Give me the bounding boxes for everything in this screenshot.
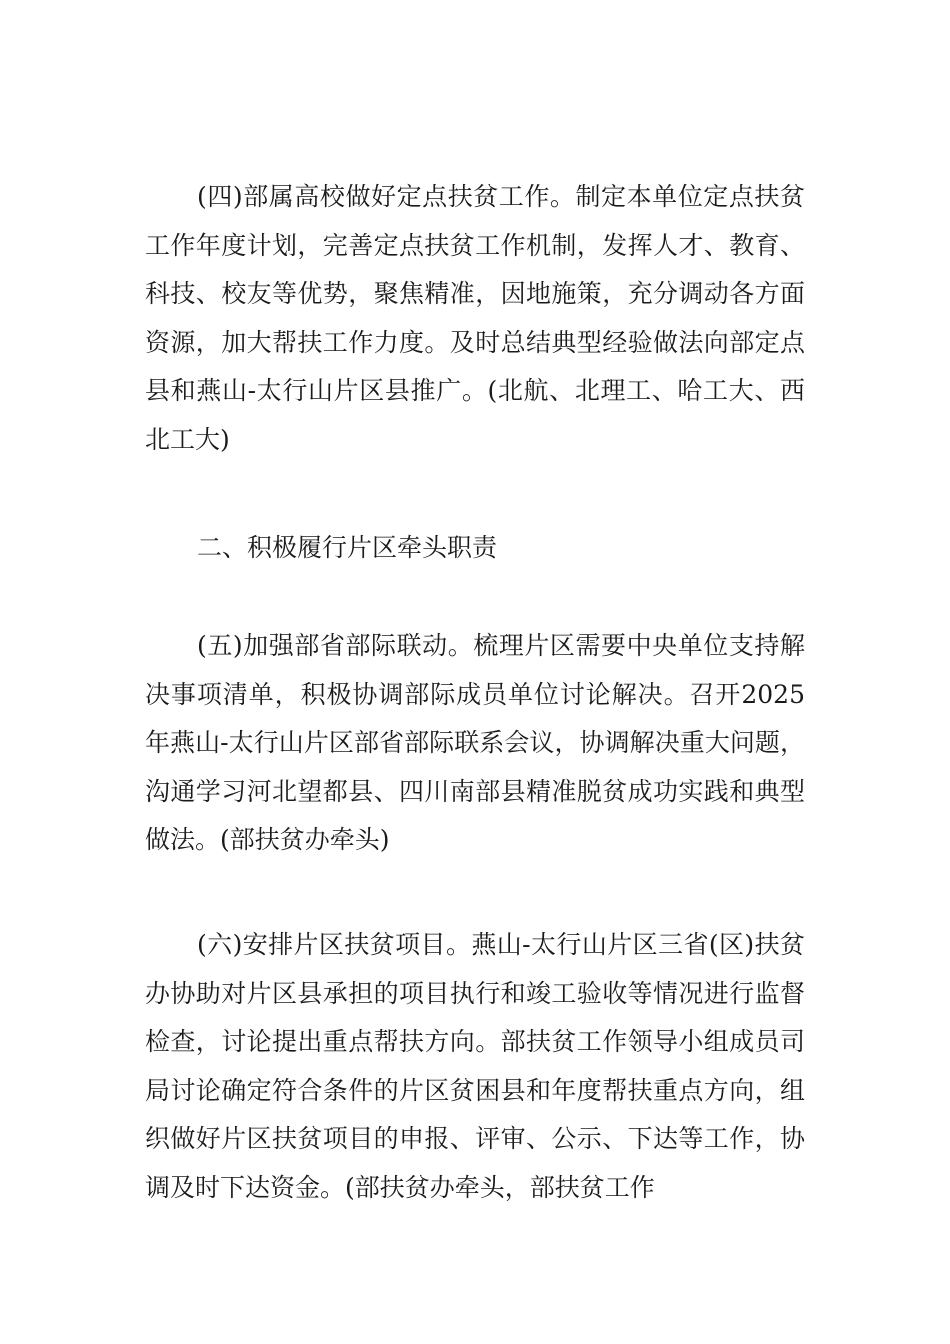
paragraph-university-poverty-alleviation (145, 173, 805, 464)
paragraph-text: (六)安排片区扶贫项目。燕山-太行山片区三省(区)扶贫办协助对片区县承担的项目执行和竣工验收等情况进行监督检查，讨论提出重点帮扶方向。部扶贫工作领导小组成员司局讨论确定符合条件的片区贫困县和年度帮扶重点方向，组织做好片区扶贫项目的申报、评审、公示、下达等工作，协调及时下达资金。(部扶贫办牵头，部扶贫工作 (145, 930, 805, 1202)
paragraph-ministry-coordination (145, 622, 805, 865)
paragraph-text: (四)部属高校做好定点扶贫工作。制定本单位定点扶贫工作年度计划，完善定点扶贫工作机制，发挥人才、教育、科技、校友等优势，聚焦精准，因地施策，充分调动各方面资源，加大帮扶工作力度。及时总结典型经验做法向部定点县和燕山-太行山片区县推广。(北航、北理工、哈工大、西北工大) (145, 182, 805, 454)
paragraph-regional-projects (145, 921, 805, 1212)
section-heading (145, 524, 805, 573)
section-heading-text: 二、积极履行片区牵头职责 (197, 533, 498, 562)
paragraph-text: (五)加强部省部际联动。梳理片区需要中央单位支持解决事项清单，积极协调部际成员单位讨论解决。召开2025年燕山-太行山片区部省部际联系会议，协调解决重大问题，沟通学习河北望都县、四川南部县精准脱贫成功实践和典型做法。(部扶贫办牵头) (145, 631, 805, 854)
